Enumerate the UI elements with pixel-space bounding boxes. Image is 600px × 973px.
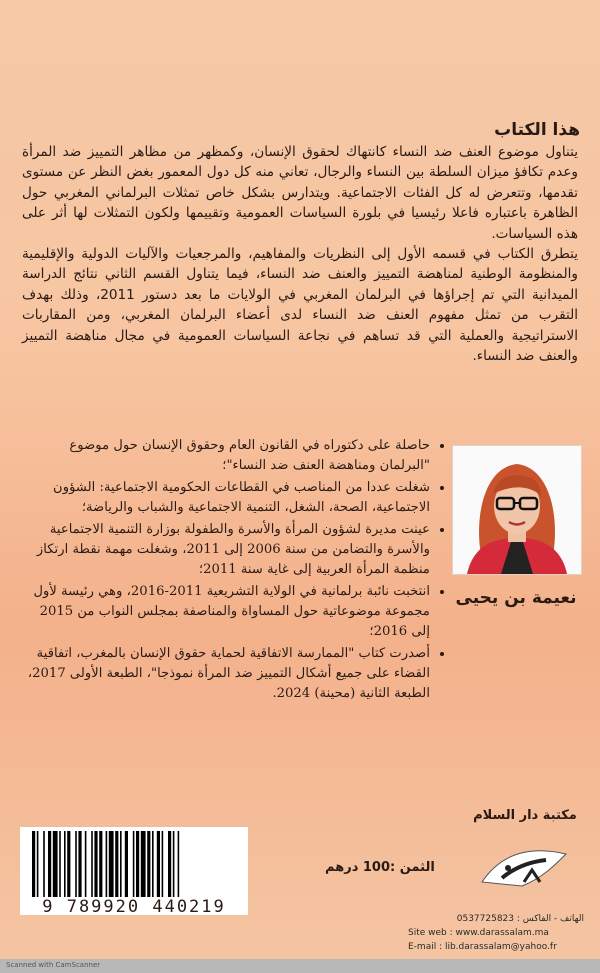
publisher-website: Site web : www.darassalam.ma [408,928,549,938]
publisher-contact [408,912,584,954]
isbn-barcode [20,827,248,915]
bio-item: • شغلت عددا من المناصب في القطاعات الحكومية الاجتماعية: الشؤون الاجتماعية، الصحة، الشغل، التنمية الاجتماعية والشباب والرياضة؛ [20,478,430,518]
bio-item: • حاصلة على دكتوراه في القانون العام وحقوق الإنسان حول موضوع "البرلمان ومناهضة العنف ضد النساء"؛ [20,436,430,476]
publisher-phone: الهاتف - الفاكس : 0537725823 [456,914,584,924]
publisher-logo-icon [462,832,582,900]
author-photo [452,445,582,575]
author-bio [20,436,446,706]
scanner-watermark: Scanned with CamScanner [6,961,101,969]
about-paragraph-2: يتطرق الكتاب في قسمه الأول إلى النظريات والمفاهيم، والمرجعيات والآليات الدولية والإقليمية والمنظومة الوطنية لمناهضة التمييز والعنف ضد النساء، فيما يتناول القسم الثاني نتائج الدراسة الميدانية التي تم إجراؤها في البرلمان المغربي في الولايات ما بعد دستور 2011، وذلك بهدف التقرب من تمثل مفهوم العنف ضد النساء لدى أعضاء البرلمان المغربي، ومن المقاربات الاستراتيجية والعملية التي قد تساهم في نجاعة السياسات العمومية في مجال مناهضة التمييز والعنف ضد النساء. [22,246,578,365]
publisher-name: مكتبة دار السلام [473,808,577,823]
isbn-number: 9 789920 440219 [42,897,226,917]
bio-list [20,436,446,704]
publisher-email: E-mail : lib.darassalam@yahoo.fr [408,942,557,952]
bio-item: • أصدرت كتاب "الممارسة الاتفاقية لحماية حقوق الإنسان بالمغرب، اتفاقية القضاء على جميع أشكال التمييز ضد المرأة نموذجا"، الطبعة الأولى 2017، الطبعة الثانية (محينة) 2024. [20,644,430,704]
barcode-bars [32,831,236,897]
about-title: هذا الكتاب [494,120,580,140]
bio-item: • عينت مديرة لشؤون المرأة والأسرة والطفولة بوزارة التنمية الاجتماعية والأسرة والتضامن من سنة 2006 إلى 2011، وشغلت مهمة نقطة ارتكاز منظمة المرأة العربية إلى غاية سنة 2011؛ [20,520,430,580]
price-label: الثمن :100 درهم [325,860,435,875]
bio-item: • انتخبت نائبة برلمانية في الولاية التشريعية 2011-2016، وهي رئيسة لأول مجموعة موضوعاتية حول المساواة والمناصفة بمجلس النواب من 2015 إلى 2016؛ [20,582,430,642]
author-name: نعيمة بن يحيى [455,588,577,608]
scanner-footer [0,959,600,973]
about-text [22,142,578,366]
about-paragraph-1: يتناول موضوع العنف ضد النساء كانتهاك لحقوق الإنسان، وكمظهر من مظاهر التمييز ضد المرأة وعدم تكافؤ ميزان السلطة بين النساء والرجال، تعاني منه كل دول المعمور بغض النظر عن مستوى تقدمها، وتتعرض له كل الفئات الاجتماعية. ويتدارس بشكل خاص تمثلات البرلماني المغربي حول الظاهرة باعتباره فاعلا رئيسيا في بلورة السياسات العمومية وتقييمها ولكون التمثلات لها أثر على هذه السياسات. [22,144,578,242]
